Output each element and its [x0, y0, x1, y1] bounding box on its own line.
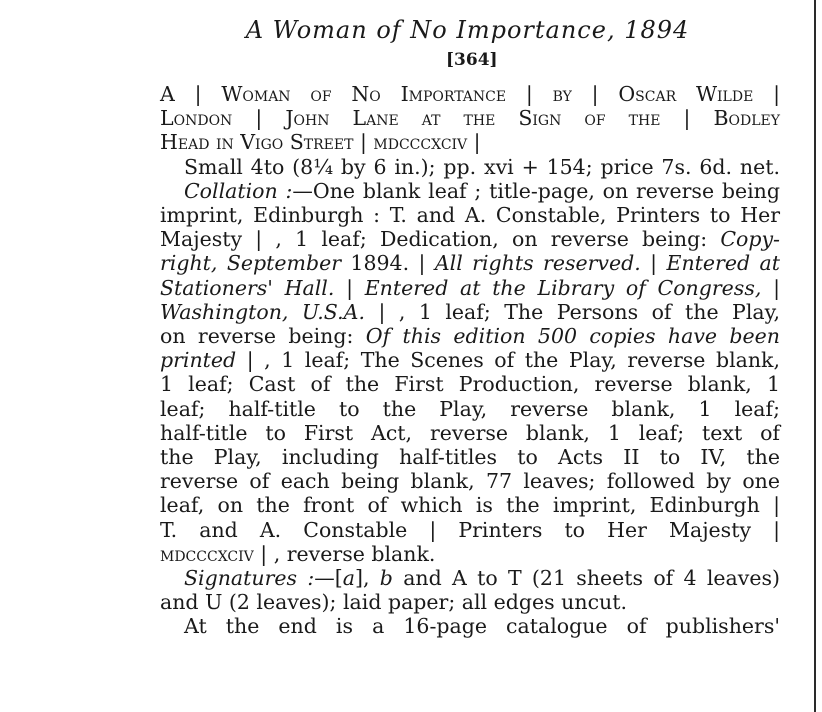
text-span: and A to T (21 sheets of 4 leaves) — [392, 566, 781, 590]
text-span: b — [379, 566, 393, 590]
text-span: on reverse being: — [160, 324, 366, 348]
text-span: ], — [354, 566, 380, 590]
text-line: and U (2 leaves); laid paper; all edges uncut. — [160, 590, 628, 615]
text-line: 1 leaf; Cast of the First Production, reverse blank, 1 — [160, 372, 780, 397]
text-span: Stationers' Hall. — [160, 275, 335, 300]
text-span: 1894. | — [341, 251, 435, 276]
text-line: A | Woman of No Importance | by | Oscar Wilde | — [160, 82, 780, 106]
text-line — [160, 324, 780, 348]
page-edge-rule — [814, 0, 816, 712]
text-span: Majesty | , 1 leaf; Dedication, on reverse being: — [160, 227, 721, 252]
text-span: All rights reserved. — [434, 251, 641, 276]
text-line: Head in Vigo Street | mdcccxciv | — [160, 130, 481, 155]
text-span: right, September — [160, 251, 342, 276]
text-line — [160, 348, 780, 372]
text-span: Entered at — [666, 251, 780, 276]
text-line — [160, 542, 780, 566]
text-line — [160, 276, 780, 300]
text-span: Signatures : — [184, 566, 315, 590]
page-title: A Woman of No Importance, 1894 — [245, 16, 690, 44]
text-line: leaf; half-title to the Play, reverse blank, 1 leaf; — [160, 396, 780, 421]
text-line — [160, 251, 780, 275]
text-span: | , 1 leaf; The Persons of the Play, — [364, 299, 780, 324]
text-span: Entered at the Library of Congress, — [364, 275, 762, 300]
text-line: imprint, Edinburgh : T. and A. Constable, Printers to Her — [160, 203, 780, 227]
text-span: | — [334, 275, 365, 300]
text-line: leaf, on the front of which is the imprint, Edinburgh | — [160, 493, 780, 518]
text-span: mdcccxciv — [160, 541, 254, 566]
text-line — [160, 227, 780, 251]
text-span: a — [342, 566, 355, 590]
text-span: Washington, U.S.A. — [160, 299, 365, 324]
text-line: London | John Lane at the Sign of the | Bodley — [160, 106, 780, 131]
text-span: | — [761, 275, 780, 300]
text-line — [160, 300, 780, 324]
text-line: T. and A. Constable | Printers to Her Majesty | — [160, 517, 780, 542]
entry-number: [364] — [446, 50, 498, 70]
text-span: —One blank leaf ; title-page, on reverse being — [292, 178, 781, 203]
text-line: At the end is a 16-page catalogue of publishers' — [184, 614, 780, 639]
text-span: | — [640, 251, 667, 276]
text-line — [184, 179, 780, 203]
text-span: Of this edition 500 copies have been — [365, 324, 780, 348]
text-line — [184, 566, 780, 590]
text-span: —[ — [314, 566, 343, 590]
text-line: the Play, including half-titles to Acts II to IV, the — [160, 445, 780, 469]
text-line: half-title to First Act, reverse blank, 1 leaf; text of — [160, 420, 780, 445]
text-span: printed — [160, 348, 237, 373]
text-span: | , reverse blank. — [253, 541, 436, 566]
text-line: reverse of each being blank, 77 leaves; followed by one — [160, 469, 780, 494]
text-line: Small 4to (8¼ by 6 in.); pp. xvi + 154; price 7s. 6d. net. — [184, 154, 780, 179]
text-span: Collation : — [184, 178, 293, 203]
text-span: Copy- — [720, 227, 780, 252]
text-span: | , 1 leaf; The Scenes of the Play, reverse blank, — [236, 348, 780, 373]
